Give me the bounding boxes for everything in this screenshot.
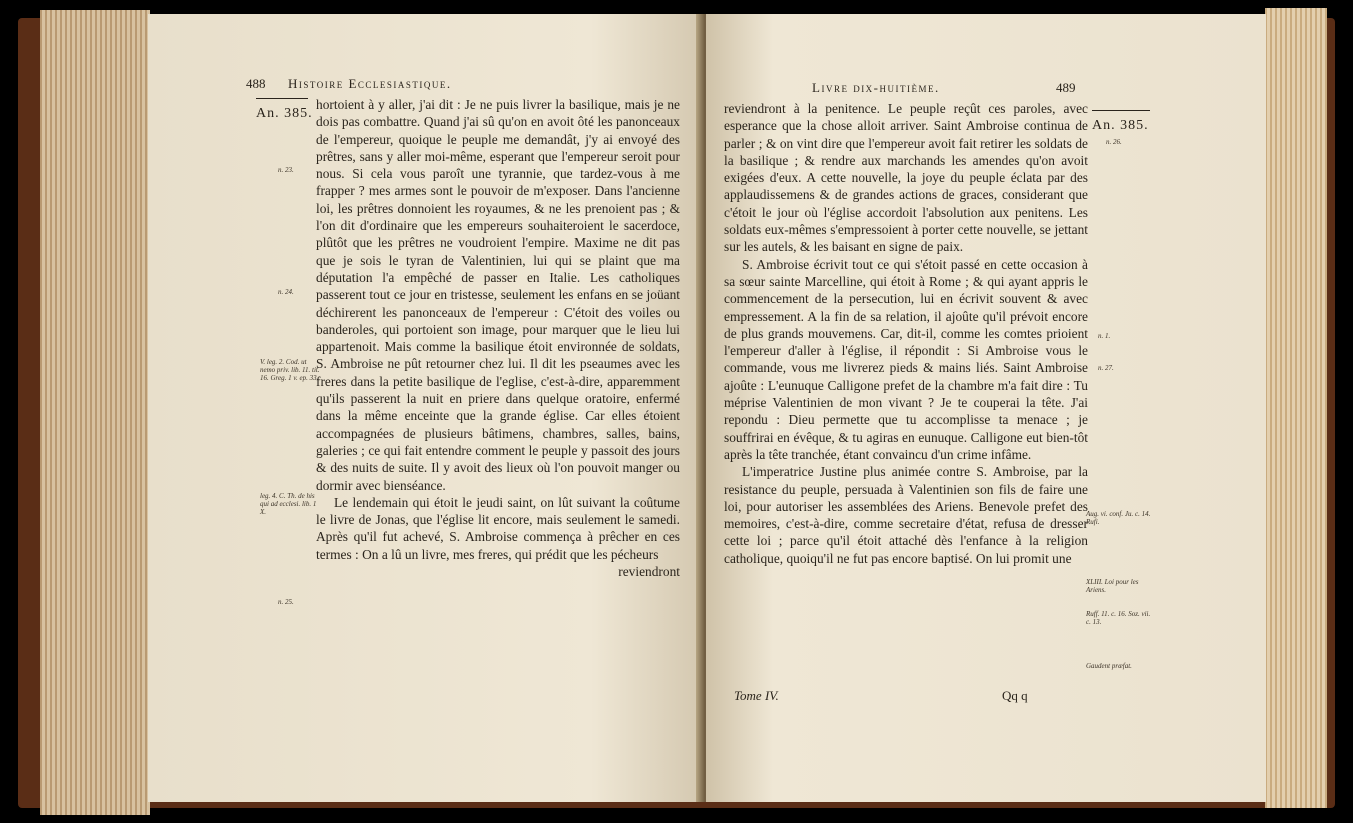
year-label: An. 385. bbox=[256, 106, 313, 121]
body-text bbox=[316, 96, 680, 580]
margin-note: Gaudent præfat. bbox=[1086, 662, 1132, 670]
page-number: 488 bbox=[246, 76, 266, 91]
margin-note: n. 25. bbox=[278, 598, 294, 606]
page-edges-left bbox=[40, 10, 150, 815]
catchword: reviendront bbox=[618, 564, 680, 580]
margin-note: Ruff. 11. c. 16. Soz. vii. c. 13. bbox=[1086, 610, 1151, 626]
left-page bbox=[148, 14, 702, 802]
paragraph: reviendront à la penitence. Le peuple reçût ces paroles, avec esperance que la chose alloit arriver. Saint Ambroise continua de parler ; & on vint dire que l'empereur avoit fait retirer les soldats de la basilique ; & rendre aux marchands les amendes qu'on avoit exigées d'eux. A cette nouvelle, la joye du peuple éclata par des applaudissemens & de grandes actions de graces, considerant que c'étoit le jour où l'église accordoit l'absolution aux penitens. Les soldats eux-mêmes s'empressoient à porter cette nouvelle, se jettant sur les autels, & les baisant en signe de paix. bbox=[724, 101, 1088, 255]
margin-note: XLIII. Loi pour les Ariens. bbox=[1086, 578, 1139, 594]
margin-note: n. 27. bbox=[1098, 364, 1114, 372]
rule bbox=[1092, 110, 1150, 111]
paragraph: hortoient à y aller, j'ai dit : Je ne puis livrer la basilique, mais je ne dois pas combattre. Quand j'ai sû qu'on en avoit ôté les panonceaux de l'empereur, quoique le peuple me demandât, j'y ai envoyé des prêtres, sans y aller moi-même, esperant que l'empereur seroit pour nous. Si cela vous paroît une tyrannie, que tardez-vous à me frapper ? mes armes sont le pouvoir de m'exposer. Dans l'ancienne loi, les prêtres donnoient les royaumes, & ne les prenoient pas ; & l'on dit d'ordinaire que les empereurs souhaiteroient le sacerdoce, plûtôt que les prêtres ne voudroient l'empire. Maxime ne dit pas que je sois le tyran de Valentinien, lui qui se plaint que ma députation l'a empêché de passer en Italie. Les catholiques passerent tout ce jour en tristesse, seulement les enfans en se joüant déchirerent les panonceaux de l'empereur : C'étoit des voiles ou banderoles, qui portoient son image, pour marquer que le lieu lui appartenoit. Mais comme la basilique étoit environnée de soldats, S. Ambroise ne pût retourner chez lui. Il dit les pseaumes avec les freres dans la petite basilique de l'eglise, c'est-à-dire, apparemment qu'ils passerent la nuit en priere dans quelque oratoire, enfermé dans la même enceinte que la grande église. Car elles étoient accompagnées de plusieurs bâtimens, chambres, salles, bains, galeries ; ce qui fait entendre comment le peuple y passoit des jours & des nuits de suite. Il y avoit des lieux où l'on pouvoit manger ou dormir avec bienséance. bbox=[316, 97, 680, 493]
margin-note: V. leg. 2. Cod. ut nemo priv. lib. 11. tit. 16. Greg. 1 v. ep. 33. bbox=[260, 358, 320, 382]
running-head: Histoire Ecclesiastique. bbox=[288, 76, 452, 91]
margin-note: n. 23. bbox=[278, 166, 294, 174]
margin-note: n. 26. bbox=[1106, 138, 1122, 146]
signature-tome: Tome IV. bbox=[734, 688, 779, 703]
body-text bbox=[724, 100, 1088, 567]
signature-mark: Qq q bbox=[1002, 688, 1028, 703]
page-number: 489 bbox=[1056, 80, 1076, 95]
page-edges-right bbox=[1265, 8, 1327, 808]
paragraph: Le lendemain qui étoit le jeudi saint, on lût suivant la coûtume le livre de Jonas, que l'église lit encore, mais seulement le samedi. Après qu'il fut achevé, S. Ambroise commença à prêcher en ces termes : On a lû un livre, mes freres, qui prédit que les pécheurs bbox=[316, 494, 680, 562]
margin-note: n. 24. bbox=[278, 288, 294, 296]
margin-note: leg. 4. C. Th. de his qui ad ecclesi. lib. 1 X. bbox=[260, 492, 317, 516]
margin-note: Aug. vi. conf. Ju. c. 14. Rufi. bbox=[1086, 510, 1151, 526]
running-head: Livre dix-huitième. bbox=[812, 80, 940, 95]
right-page bbox=[706, 14, 1266, 802]
year-label: An. 385. bbox=[1092, 118, 1149, 133]
rule bbox=[256, 98, 308, 99]
margin-note: n. 1. bbox=[1098, 332, 1111, 340]
paragraph: L'imperatrice Justine plus animée contre S. Ambroise, par la resistance du peuple, persuada à Valentinien son fils de faire une loi, pour autoriser les assemblées des Ariens. Benevole prefet des memoires, c'est-à-dire, comme secretaire d'état, refusa de dresser cette loi ; parce qu'il étoit attaché dès l'enfance à la religion catholique, quoiqu'il ne fut pas encore baptisé. On lui promit une bbox=[724, 464, 1088, 566]
paragraph: S. Ambroise écrivit tout ce qui s'étoit passé en cette occasion à sa sœur sainte Marcelline, qui étoit à Rome ; & qui ayant appris le commencement de la persecution, lui en écrivit souvent & avec empressement. A la fin de sa relation, il ajoûte qu'il prévoit encore de plus grands mouvemens. Car, dit-il, comme les comtes prioient l'empereur d'aller à l'église, il répondit : Si Ambroise vous le commande, vous me livrerez pieds & mains liés. Saint Ambroise ajoûte : L'eunuque Calligone prefet de la chambre m'a fait dire : Tu méprise Valentinien de mon vivant ? Je te couperai la tête. J'ai repondu : Dieu permette que tu accomplisse ta menace ; je souffrirai en évêque, & tu agiras en eunuque. Calligone eut bien-tôt après la tête tranchée, étant convaincu d'un crime infâme. bbox=[724, 256, 1088, 462]
